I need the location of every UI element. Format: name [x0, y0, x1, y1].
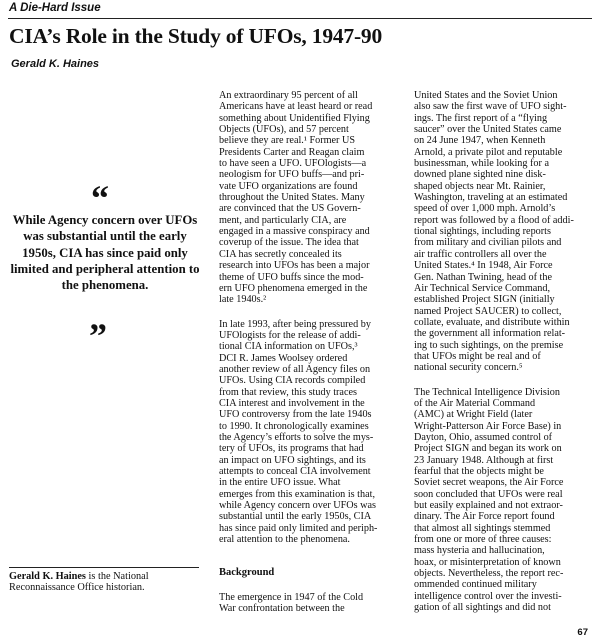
paragraph: The Technical Intelligence Division of the Air Material Command (AMC) at Wright Field (later Wright-Patterson Air Force Base) in Dayton, Ohio, assumed control of Project SIGN and began its work on 23 January 1948. Although at first fearful that the objects might be Soviet secret weapons, the Air Force soon concluded that UFOs were real but easily explained and not extraor- dinary. The Air Force report found that almost all sightings stemmed from one or more of three causes: mass hysteria and hallucination, hoax, or misinterpretation of known objects. Nevertheless, the report rec- ommended continued military intelligence control over the investi- gation of all sightings and did not — [414, 386, 564, 614]
pull-quote-open-mark: “ — [91, 178, 109, 218]
author-note-rule — [9, 567, 199, 568]
author-note — [9, 571, 199, 594]
author-note-text: is the National Reconnaissance Office historian. — [9, 571, 149, 594]
pull-quote: While Agency concern over UFOs was substantial until the early 1950s, CIA has since paid only limited and peripheral attention to the phenomena. — [10, 213, 200, 293]
paragraph: An extraordinary 95 percent of all Americans have at least heard or read something about Unidentified Flying Objects (UFOs), and 57 percent believe they are real.¹ Former US Presidents Carter and Reagan claim to have seen a UFO. UFOlogists—a neologism for UFO buffs—and pri- vate UFO organizations are found throughout the United States. Many are convinced that the US Govern- ment, and particularly CIA, are engaged in a massive conspiracy and coverup of the issue. The idea that CIA has secretly concealed its research into UFOs has been a major theme of UFO buffs since the mod- ern UFO phenomena emerged in the late 1940s.² — [219, 90, 373, 306]
issue-kicker: A Die-Hard Issue — [9, 2, 101, 14]
author-byline: Gerald K. Haines — [11, 58, 100, 70]
article-title: CIA’s Role in the Study of UFOs, 1947-90 — [9, 24, 383, 48]
page-number: 67 — [577, 627, 588, 638]
body-column-1 — [219, 90, 397, 627]
section-heading: Background — [219, 567, 275, 579]
author-note-name: Gerald K. Haines — [9, 571, 86, 582]
paragraph: United States and the Soviet Union also saw the first wave of UFO sight- ings. The first report of a “flying saucer” over the United States came on 24 June 1947, when Kenneth Arnold, a private pilot and reputable businessman, while looking for a downed plane sighted nine disk- shaped objects near Mt. Rainier, Washington, traveling at an estimated speed of over 1,000 mph. Arnold’s report was followed by a flood of addi- tional sightings, including reports from military and civilian pilots and air traffic controllers all over the United States.⁴ In 1948, Air Force Gen. Nathan Twining, head of the Air Technical Service Command, established Project SIGN (initially named Project SAUCER) to collect, collate, evaluate, and distribute within the government all information relat- ing to such sightings, on the premise that UFOs might be real and of national security concern.⁵ — [414, 90, 574, 374]
paragraph: In late 1993, after being pressured by UFOlogists for the release of addi- tional CIA information on UFOs,³ DCI R. James Woolsey ordered another review of all Agency files on UFOs. Using CIA records compiled from that review, this study traces CIA interest and involvement in the UFO controversy from the late 1940s to 1990. It chronologically examines the Agency’s efforts to solve the mys- tery of UFOs, its programs that had an impact on UFO sightings, and its attempts to conceal CIA involvement in the entire UFO issue. What emerges from this examination is that, while Agency concern over UFOs was substantial until the early 1950s, CIA has since paid only limited and periph- eral attention to the phenomena. — [219, 318, 378, 546]
body-column-2 — [414, 90, 594, 626]
header-rule — [8, 18, 592, 19]
pull-quote-close-mark: ” — [89, 316, 107, 356]
paragraph: The emergence in 1947 of the Cold War confrontation between the — [219, 591, 364, 615]
